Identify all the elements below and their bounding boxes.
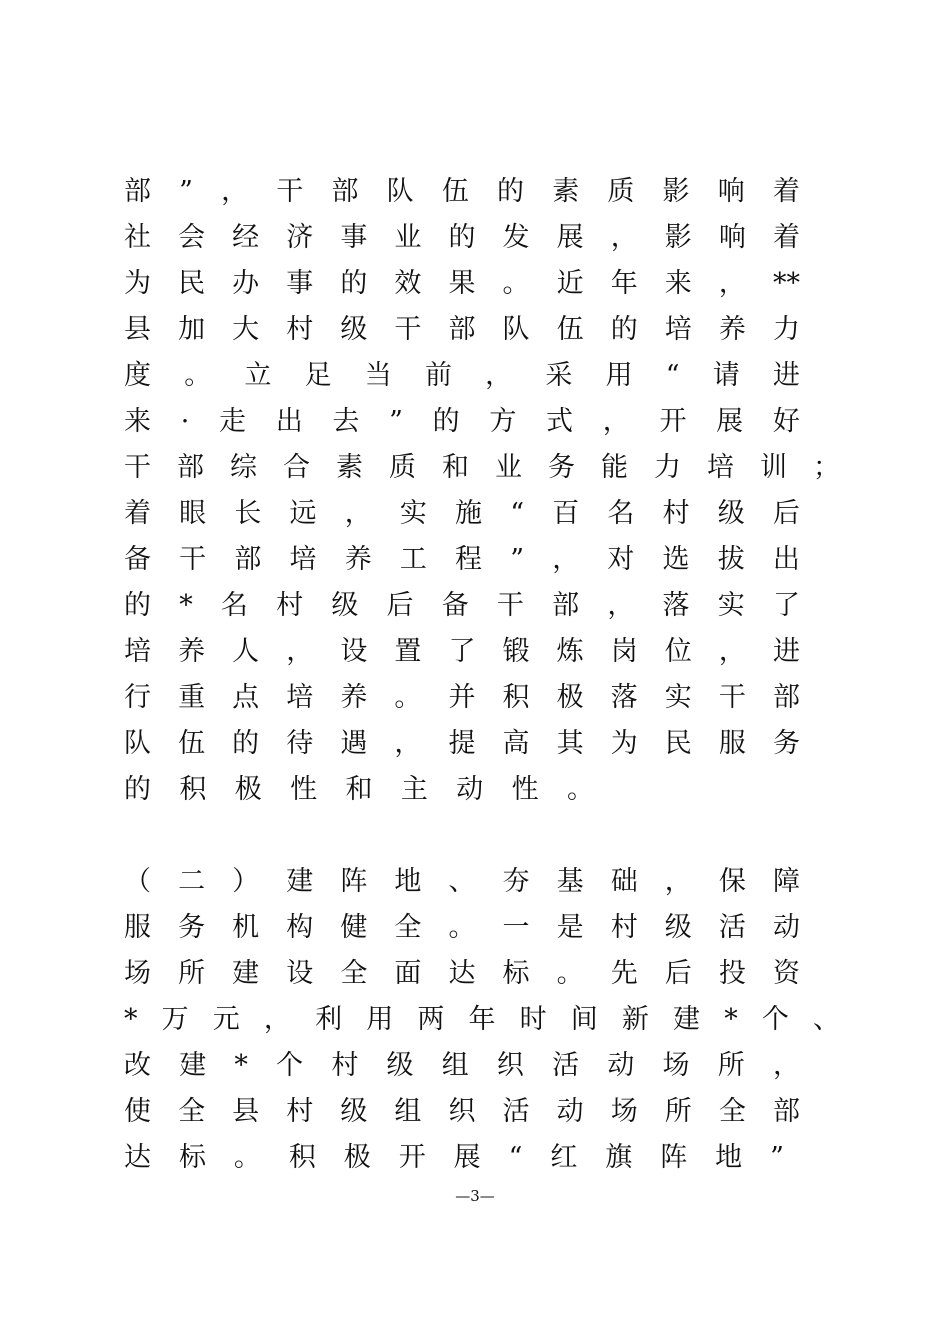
text-line: 达 标 。 积 极 开 展 “ 红 旗 阵 地 ”	[124, 1142, 784, 1173]
text-line: 为 民 办 事 的 效 果 。 近 年 来 ， **	[124, 268, 800, 299]
text-line: 备 干 部 培 养 工 程 ” ， 对 选 拔 出	[124, 544, 800, 575]
text-line: 社 会 经 济 事 业 的 发 展 ， 影 响 着	[124, 222, 800, 253]
text-line: 队 伍 的 待 遇 ， 提 高 其 为 民 服 务	[124, 728, 800, 759]
text-line: 部 ” ， 干 部 队 伍 的 素 质 影 响 着	[124, 176, 800, 207]
page-number: —3—	[455, 1187, 495, 1205]
text-line: 改 建 * 个 村 级 组 织 活 动 场 所 ，	[124, 1050, 800, 1081]
text-line: 度 。 立 足 当 前 ， 采 用 “ 请 进	[124, 360, 800, 391]
text-line: * 万 元 ， 利 用 两 年 时 间 新 建 * 个 、	[124, 1004, 840, 1035]
text-line: 培 养 人 ， 设 置 了 锻 炼 岗 位 ， 进	[124, 636, 800, 667]
text-line: 使 全 县 村 级 组 织 活 动 场 所 全 部	[124, 1096, 800, 1127]
text-line: 场 所 建 设 全 面 达 标 。 先 后 投 资	[124, 958, 800, 989]
text-line: 服 务 机 构 健 全 。 一 是 村 级 活 动	[124, 912, 800, 943]
text-line: 的 积 极 性 和 主 动 性 。	[124, 774, 594, 805]
text-line: 干 部 综 合 素 质 和 业 务 能 力 培 训 ；	[124, 452, 840, 483]
text-line: 的 * 名 村 级 后 备 干 部 ， 落 实 了	[124, 590, 800, 621]
text-line: 县 加 大 村 级 干 部 队 伍 的 培 养 力	[124, 314, 800, 345]
text-line: 行 重 点 培 养 。 并 积 极 落 实 干 部	[124, 682, 800, 713]
text-line: （ 二 ） 建 阵 地 、 夯 基 础 ， 保 障	[124, 866, 800, 897]
text-line: 着 眼 长 远 ， 实 施 “ 百 名 村 级 后	[124, 498, 800, 529]
text-line: 来 · 走 出 去 ” 的 方 式 ， 开 展 好	[124, 406, 800, 437]
